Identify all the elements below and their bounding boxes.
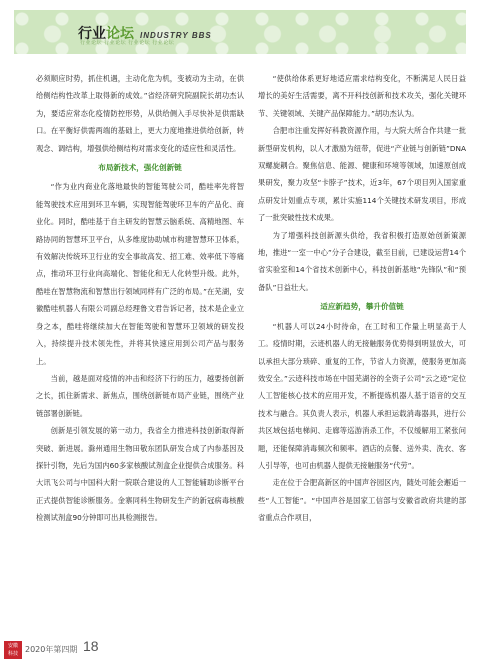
page-number: 18 bbox=[83, 638, 99, 654]
magazine-logo-top: 安徽 bbox=[7, 643, 18, 649]
paragraph: 创新是引领发展的第一动力，我省全力推进科技创新取得新突破、新进展。滁州通用生物田敬东团队研发合成了内参基因及探针引物，先后为国内60多家核酸试剂盒企业提供合成服务。科大讯飞公司与中国科大附一院联合建设的人工智能辅助诊断平台正式提供智能诊断服务。金寨同科生物研发生产的新冠病毒核酸检测试剂盒90分钟即可出具检测报告。 bbox=[36, 426, 244, 523]
page-header bbox=[0, 0, 480, 62]
paragraph: 必须顺应时势，抓住机遇，主动化危为机，变被动为主动，在供给侧结构性改革上取得新的成效。”省经济研究院副院长胡功杰认为，要适应常态化疫情防控形势，从供给侧入手尽快补足供需缺口。在平衡好供需两端的基础上，更大力度地推进供给创新，转观念、调结构，增强供给侧结构对需求变化的适应性和灵活性。 bbox=[36, 74, 244, 153]
section-heading: 适应新趋势，攀升价值链 bbox=[320, 302, 404, 312]
magazine-logo-bottom: 科技 bbox=[7, 651, 18, 657]
paragraph: 为了增强科技创新源头供给，我省积极打造原始创新策源地，推进“一室一中心”分子合建设，截至目前，已建设运营14个省实验室和14个省技术创新中心，科技创新基地“先锋队”和“预备队”日益壮大。 bbox=[258, 230, 466, 292]
magazine-logo bbox=[4, 641, 22, 659]
section-title-en: INDUSTRY BBS bbox=[140, 31, 212, 40]
right-column bbox=[258, 70, 466, 527]
paragraph: 合肥市注重发挥好科教资源作用，与大院大所合作共建一批新型研发机构，以人才激励为纽带，促进“产业链与创新链”DNA双螺旋耦合。聚焦信息、能源、健康和环境等领域，加速原创成果研发，聚力攻坚“卡脖子”技术，近3年，67个项目列入国家重点研发计划重点专项，累计实施114个关键技术研发项目，形成了一批突破性技术成果。 bbox=[258, 126, 466, 223]
section-heading: 布局新技术，强化创新链 bbox=[98, 163, 182, 173]
paragraph: 当前，越是面对疫情的冲击和经济下行的压力，越要扬创新之长，抓住新需求、新焦点，围绕创新链布局产业链，围绕产业链部署创新链。 bbox=[36, 373, 244, 418]
section-subtitle: 行业论坛 行业论坛 行业论坛 行业论坛 bbox=[80, 40, 175, 46]
paragraph: “作为业内商业化落地最快的智能驾驶公司，酷哇率先将智能驾驶技术应用到环卫车辆，实现智能驾驶环卫车的产品化、商业化。同时，酷哇基于自主研发的智慧云脑系统、高精地图、车路协同的智慧环卫平台，从多维度协助城市构建智慧环卫体系，有效解决传统环卫行业的安全事故高发、招工难、效率低下等痛点，推动环卫行业向高端化、智能化和无人化转型升级。此外，酷哇在智慧物流和智慧出行领域同样有广泛的布局。”在芜湖，安徽酷哇机器人有限公司副总经理鲁文君告诉记者，技术是企业立身之本，酷哇将继续加大在智能驾驶和智慧环卫领域的研发投入，持续提升技术领先性，并将其快速应用到公司产品与服务上。 bbox=[36, 182, 244, 366]
section-title-main: 行业 bbox=[78, 26, 106, 42]
paragraph: 走在位于合肥高新区的中国声谷园区内，随处可能会邂逅一些“人工智能”。“中国声谷是国家工信部与安徽省政府共建的部省重点合作项目， bbox=[258, 478, 466, 523]
issue-label: 2020年第四期 bbox=[25, 645, 78, 654]
left-column bbox=[36, 70, 244, 527]
paragraph: “使供给体系更好地适应需求结构变化，不断满足人民日益增长的美好生活需要，离不开科技创新和技术攻关，强化关键环节、关键领域、关键产品保障能力。”胡功杰认为。 bbox=[258, 74, 466, 118]
section-title-accent: 论坛 bbox=[106, 26, 134, 42]
paragraph: “机器人可以24小时待命，在工时和工作量上明显高于人工。疫情时期，云迹机器人的无接触服务优势得到明显放大，可以承担大部分琐碎、重复的工作，节省人力资源，使服务更加高效安全。”云迹科技市场在中国芜湖谷的全资子公司“云之迹”定位人工智能核心技术的应用开发，不断提炼机器人基于语音的交互技术与融合。其负责人表示，机器人承担运载消毒器具，进行公共区域包括电梯间、走廊等巡游消杀工作，不仅缓解用工紧张问题，还能保障消毒频次和频率。酒店的点餐、送外卖、洗衣、客人引导等，也可由机器人提供无接触服务“代劳”。 bbox=[258, 321, 466, 470]
